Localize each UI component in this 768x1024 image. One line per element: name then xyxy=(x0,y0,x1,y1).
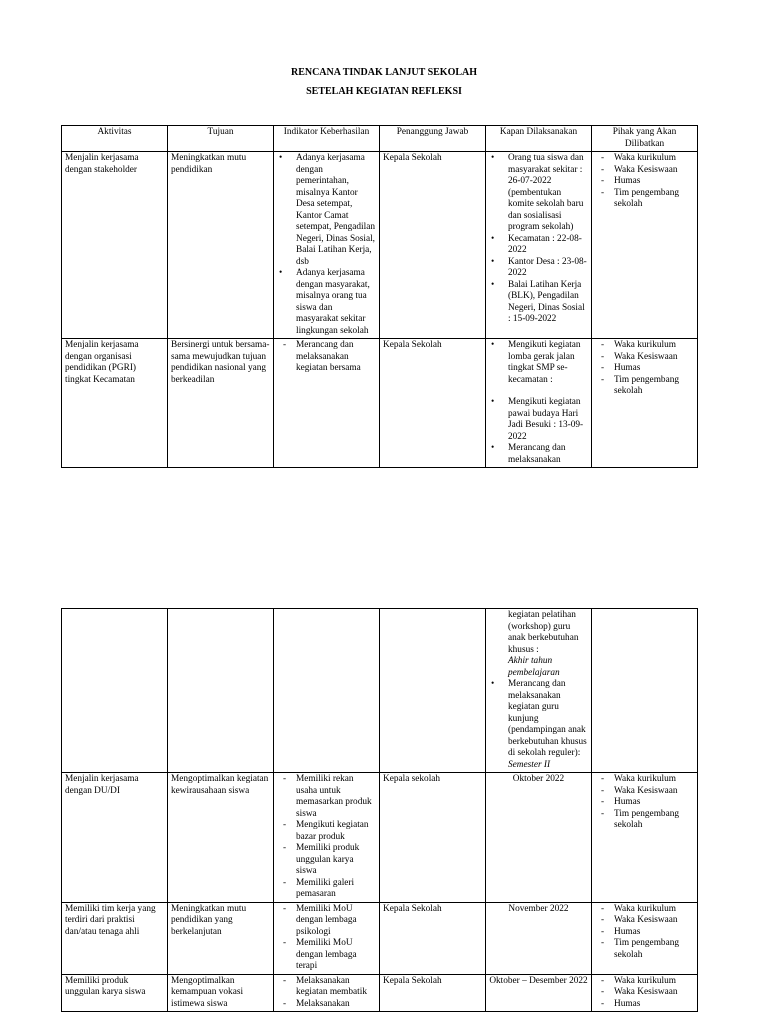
cell-kapan: Oktober – Desember 2022 xyxy=(486,974,592,1012)
cell-tujuan: Bersinergi untuk bersama-sama mewujudkan tujuan pendidikan nasional yang berkeadilan xyxy=(168,339,274,468)
list-item: - Memiliki rekan usaha untuk memasarkan produk siswa xyxy=(277,774,376,820)
list-item: • Kecamatan : 22-08-2022 xyxy=(489,234,588,257)
cell-tujuan: Meningkatkan mutu pendidikan xyxy=(168,152,274,339)
cell-kapan xyxy=(486,339,592,468)
table-row xyxy=(62,902,698,974)
list-item: • Adanya kerjasama dengan masyarakat, misalnya orang tua siswa dan masyarakat sekitar lingkungan sekolah xyxy=(277,268,376,337)
cell-penanggung-jawab xyxy=(380,609,486,773)
table-row xyxy=(62,974,698,1012)
cell-indikator xyxy=(274,609,380,773)
cell-penanggung-jawab: Kepala Sekolah xyxy=(380,339,486,468)
cell-pihak xyxy=(592,152,698,339)
list-item: - Humas xyxy=(595,176,694,188)
cell-aktivitas: Menjalin kerjasama dengan stakeholder xyxy=(62,152,168,339)
list-item: - Waka Kesiswaan xyxy=(595,915,694,927)
list-item: - Memiliki produk unggulan karya siswa xyxy=(277,843,376,878)
document-title: RENCANA TINDAK LANJUT SEKOLAH xyxy=(290,67,478,78)
header-penanggung-jawab: Penanggung Jawab xyxy=(380,126,486,152)
kapan-bullet-text: Merancang dan melaksanakan kegiatan guru kunjung (pendampingan anak berkebutuhan khusus di sekolah reguler): xyxy=(508,679,587,758)
cell-kapan: Oktober 2022 xyxy=(486,773,592,903)
list-item: • Orang tua siswa dan masyarakat sekitar : 26-07-2022 (pembentukan komite sekolah baru dan sosialisasi program sekolah) xyxy=(489,153,588,234)
cell-pihak xyxy=(592,339,698,468)
cell-aktivitas: Menjalin kerjasama dengan organisasi pendidikan (PGRI) tingkat Kecamatan xyxy=(62,339,168,468)
kapan-continuation xyxy=(489,610,588,679)
list-item: - Memiliki MoU dengan lembaga psikologi xyxy=(277,904,376,939)
cell-kapan xyxy=(486,609,592,773)
list-item: - Waka kurikulum xyxy=(595,774,694,786)
list-item: - Tim pengembang sekolah xyxy=(595,188,694,211)
cell-tujuan: Mengoptimalkan kegiatan kewirausahaan siswa xyxy=(168,773,274,903)
list-item: - Tim pengembang sekolah xyxy=(595,375,694,398)
cell-indikator xyxy=(274,152,380,339)
table-row xyxy=(62,152,698,339)
header-tujuan: Tujuan xyxy=(168,126,274,152)
cell-aktivitas xyxy=(62,609,168,773)
list-item: • Adanya kerjasama dengan pemerintahan, misalnya Kantor Desa setempat, Kantor Camat setempat, Pengadilan Negeri, Dinas Sosial, Balai Latihan Kerja, dsb xyxy=(277,153,376,268)
cell-tujuan: Mengoptimalkan kemampuan vokasi istimewa siswa xyxy=(168,974,274,1012)
cell-aktivitas: Memiliki tim kerja yang terdiri dari praktisi dan/atau tenaga ahli xyxy=(62,902,168,974)
cell-pihak xyxy=(592,974,698,1012)
list-item: - Waka kurikulum xyxy=(595,153,694,165)
list-item: - Tim pengembang sekolah xyxy=(595,809,694,832)
list-item: - Waka kurikulum xyxy=(595,904,694,916)
cell-pihak xyxy=(592,609,698,773)
list-item: - Merancang dan melaksanakan kegiatan bersama xyxy=(277,340,376,375)
plan-table-part-2 xyxy=(61,608,698,1012)
list-item xyxy=(489,679,588,771)
list-item: - Humas xyxy=(595,797,694,809)
list-item: - Tim pengembang sekolah xyxy=(595,938,694,961)
list-item: - Memiliki galeri pemasaran xyxy=(277,878,376,901)
list-item: - Waka kurikulum xyxy=(595,340,694,352)
cell-kapan xyxy=(486,152,592,339)
plan-table-part-1 xyxy=(61,125,698,468)
list-item: - Humas xyxy=(595,363,694,375)
table-row xyxy=(62,609,698,773)
list-item: - Waka Kesiswaan xyxy=(595,165,694,177)
list-item: • Mengikuti kegiatan lomba gerak jalan tingkat SMP se-kecamatan : xyxy=(489,340,588,386)
cell-aktivitas: Memiliki produk unggulan karya siswa xyxy=(62,974,168,1012)
list-item: - Humas xyxy=(595,927,694,939)
header-aktivitas: Aktivitas xyxy=(62,126,168,152)
kapan-bullet-time: Semester II xyxy=(508,759,551,770)
list-item: • Mengikuti kegiatan pawai budaya Hari Jadi Besuki : 13-09-2022 xyxy=(489,397,588,443)
list-item: - Waka Kesiswaan xyxy=(595,786,694,798)
kapan-continuation-text: kegiatan pelatihan (workshop) guru anak berkebutuhan khusus : xyxy=(508,610,579,655)
cell-indikator xyxy=(274,974,380,1012)
cell-indikator xyxy=(274,902,380,974)
cell-penanggung-jawab: Kepala Sekolah xyxy=(380,974,486,1012)
list-item: - Memiliki MoU dengan lembaga terapi xyxy=(277,938,376,973)
table-row xyxy=(62,339,698,468)
list-item: - Melaksanakan kegiatan membatik xyxy=(277,976,376,999)
cell-penanggung-jawab: Kepala Sekolah xyxy=(380,902,486,974)
table-header-row xyxy=(62,126,698,152)
list-item: • Merancang dan melaksanakan xyxy=(489,443,588,466)
list-item: - Waka Kesiswaan xyxy=(595,352,694,364)
list-item: - Melaksanakan xyxy=(277,999,376,1011)
list-item: - Mengikuti kegiatan bazar produk xyxy=(277,820,376,843)
cell-pihak xyxy=(592,902,698,974)
kapan-continuation-time: Akhir tahun pembelajaran xyxy=(508,656,560,678)
cell-aktivitas: Menjalin kerjasama dengan DU/DI xyxy=(62,773,168,903)
cell-indikator xyxy=(274,773,380,903)
list-item: • Kantor Desa : 23-08-2022 xyxy=(489,257,588,280)
table-row xyxy=(62,773,698,903)
header-kapan: Kapan Dilaksanakan xyxy=(486,126,592,152)
header-indikator: Indikator Keberhasilan xyxy=(274,126,380,152)
cell-tujuan xyxy=(168,609,274,773)
cell-tujuan: Meningkatkan mutu pendidikan yang berkelanjutan xyxy=(168,902,274,974)
list-item: - Waka Kesiswaan xyxy=(595,987,694,999)
list-item: • Balai Latihan Kerja (BLK), Pengadilan Negeri, Dinas Sosial : 15-09-2022 xyxy=(489,280,588,326)
document-subtitle: SETELAH KEGIATAN REFLEKSI xyxy=(306,86,462,97)
cell-indikator xyxy=(274,339,380,468)
cell-kapan: November 2022 xyxy=(486,902,592,974)
cell-penanggung-jawab: Kepala sekolah xyxy=(380,773,486,903)
list-item: - Humas xyxy=(595,999,694,1011)
list-item: - Waka kurikulum xyxy=(595,976,694,988)
header-pihak: Pihak yang Akan Dilibatkan xyxy=(592,126,698,152)
cell-pihak xyxy=(592,773,698,903)
cell-penanggung-jawab: Kepala Sekolah xyxy=(380,152,486,339)
